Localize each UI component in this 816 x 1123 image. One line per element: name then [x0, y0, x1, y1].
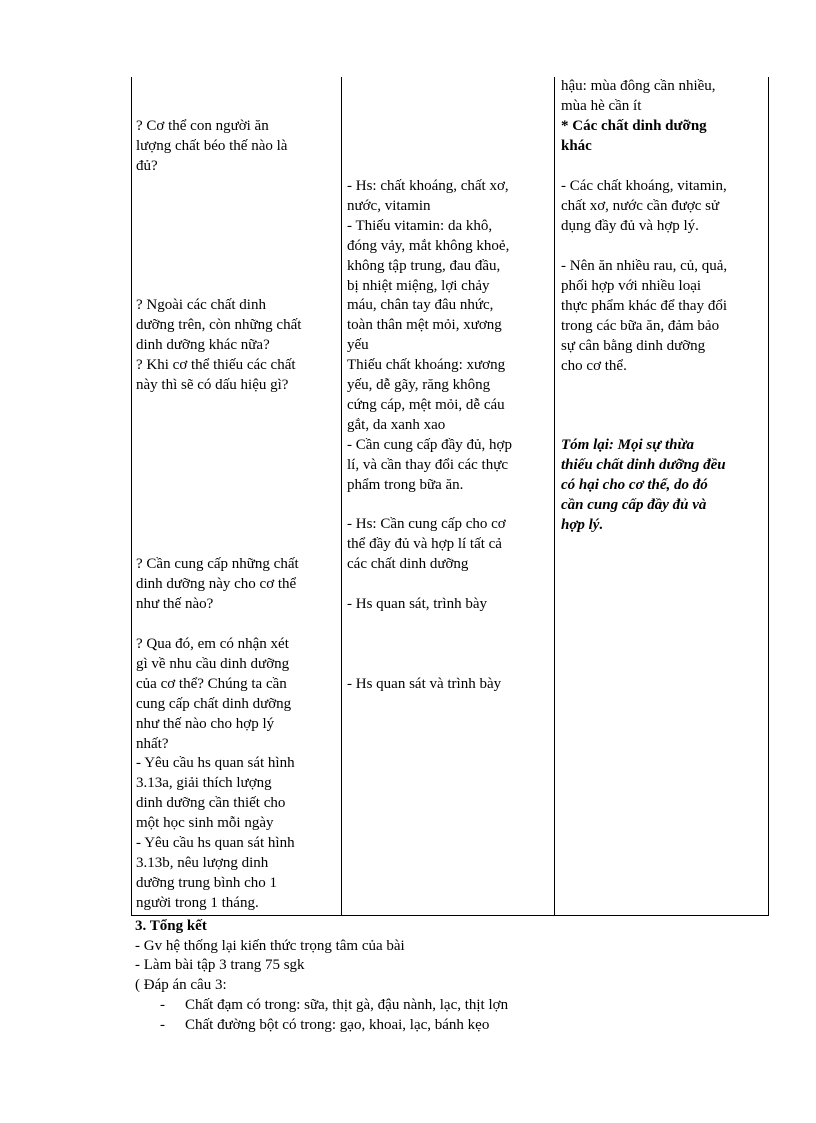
answer-bullet: - Chất đường bột có trong: gạo, khoai, lạc, bánh kẹo	[135, 1016, 775, 1036]
question-nutrition-needs: ? Qua đó, em có nhận xét gì về nhu cầu dinh dưỡng của cơ thể? Chúng ta cần cung cấp chất dinh dưỡng như thế nào cho hợp lý nhất? - Yêu cầu hs quan sát hình 3.13a, giải thích lượng dinh dưỡng cần thiết cho một học sinh mỗi ngày - Yêu cầu hs quan sát hình 3.13b, nêu lượng dinh dưỡng trung bình cho 1 người trong 1 tháng.	[136, 636, 295, 911]
answer-other-nutrients: - Hs: chất khoáng, chất xơ, nước, vitamin - Thiếu vitamin: da khô, đóng vảy, mắt không khoẻ, không tập trung, đau đầu, bị nhiệt miệng, lợi chảy máu, chân tay đâu nhức, toàn thân mệt mỏi, xương yếu Thiếu chất khoáng: xương yếu, dễ gãy, răng không cứng cáp, mệt mỏi, dễ cáu gắt, da xanh xao - Cần cung cấp đầy đủ, hợp lí, và cần thay đổi các thực phẩm trong bữa ăn.	[347, 178, 512, 493]
summary-line: ( Đáp án câu 3:	[135, 977, 227, 994]
bullet-dash: -	[160, 996, 165, 1013]
answer-observe-present: - Hs quan sát và trình bày	[347, 676, 502, 692]
column-divider	[554, 77, 555, 915]
question-other-nutrients: ? Ngoài các chất dinh dưỡng trên, còn những chất dinh dưỡng khác nữa? ? Khi cơ thể thiếu các chất này thì sẽ có dấu hiệu gì?	[136, 297, 302, 393]
summary-section	[135, 917, 775, 1035]
fat-season-note: hậu: mùa đông cần nhiều, mùa hè cần ít	[561, 78, 716, 114]
column-divider	[341, 77, 342, 915]
question-how-to-supply: ? Cần cung cấp những chất dinh dưỡng này cho cơ thể như thế nào?	[136, 556, 299, 612]
question-fat-amount: ? Cơ thể con người ăn lượng chất béo thế nào là đủ?	[136, 118, 288, 174]
section-heading-other-nutrients: * Các chất dinh dưỡng khác	[561, 118, 707, 154]
answer-bullet: - Chất đạm có trong: sữa, thịt gà, đậu nành, lạc, thịt lợn	[135, 996, 775, 1016]
conclusion-note: Tóm lại: Mọi sự thừa thiếu chất dinh dưỡng đều có hại cho cơ thể, do đó cần cung cấp đầy đủ và hợp lý.	[561, 437, 726, 533]
answer-how-to-supply: - Hs: Cần cung cấp cho cơ thể đầy đủ và hợp lí tất cả các chất dinh dưỡng	[347, 516, 506, 572]
lesson-table	[131, 77, 769, 916]
answer-observe: - Hs quan sát, trình bày	[347, 596, 487, 612]
summary-line: - Làm bài tập 3 trang 75 sgk	[135, 957, 305, 974]
nutrient-usage-note: - Các chất khoáng, vitamin, chất xơ, nước cần được sử dụng đầy đủ và hợp lý.	[561, 178, 727, 234]
summary-heading: 3. Tổng kết	[135, 918, 207, 934]
summary-line: - Gv hệ thống lại kiến thức trọng tâm của bài	[135, 937, 405, 954]
diet-advice-note: - Nên ăn nhiều rau, củ, quả, phối hợp với nhiều loại thực phẩm khác để thay đổi trong các bữa ăn, đảm bảo sự cân bằng dinh dưỡng cho cơ thể.	[561, 258, 728, 374]
bullet-dash: -	[160, 1016, 165, 1033]
